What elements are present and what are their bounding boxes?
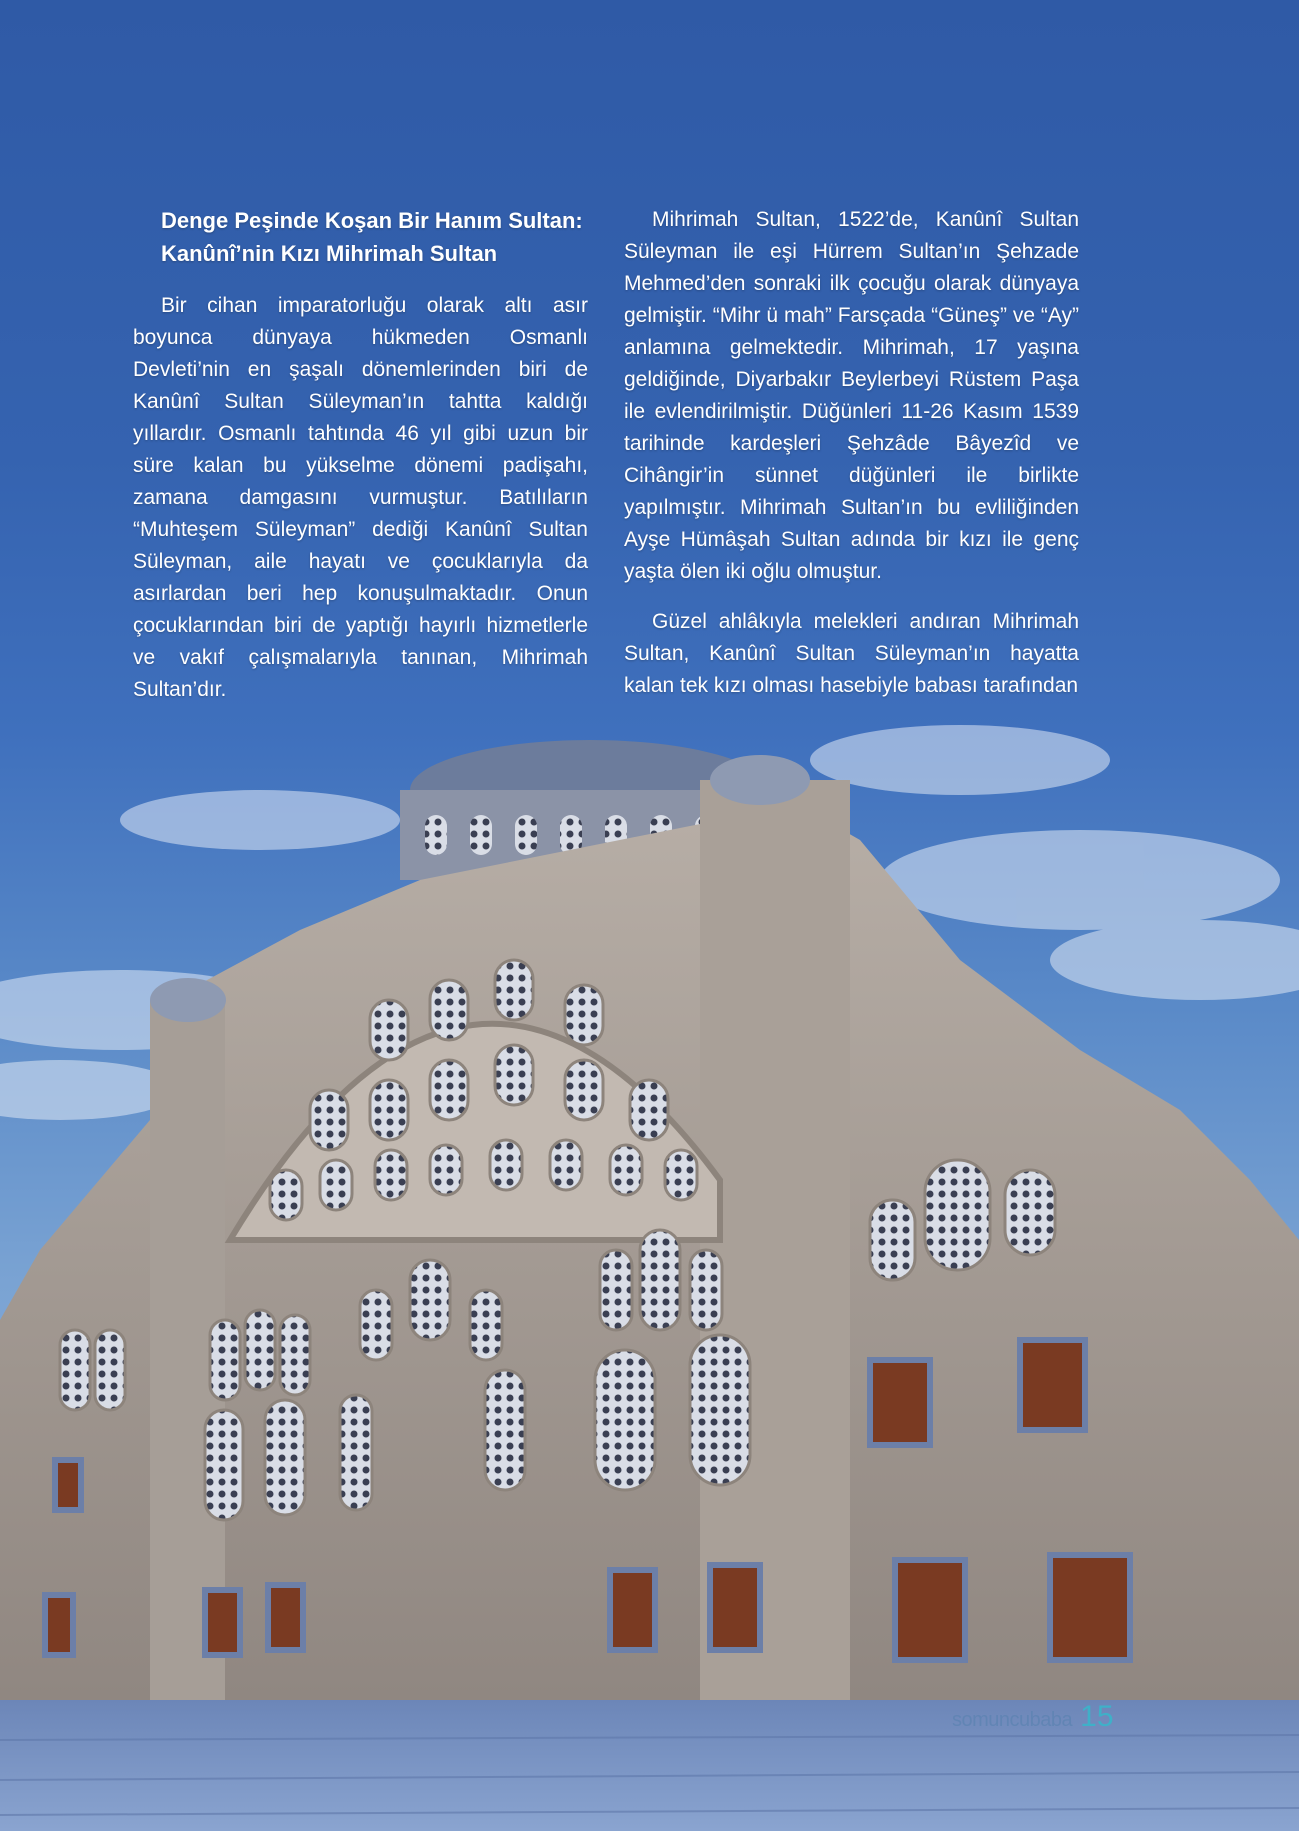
left-paragraph: Bir cihan imparatorluğu olarak altı asır boyunca dünyaya hükmeden Osmanlı Devleti’nin en şaşalı dönemlerinden biri de Kanûnî Sultan Süleyman’ın tahtta kaldığı yıllardır. Osmanlı tahtında 46 yıl gibi uzun bir süre kalan bu yükselme dönemi padişahı, zamana damgasını vurmuştur. Batılıların “Muhteşem Süleyman” dediği Kanûnî Sultan Süleyman, aile hayatı ve çocuklarıyla da asırlardan beri hep konuşulmaktadır. Onun çocuklarından biri de yaptığı hayırlı hizmetlerle ve vakıf çalışmalarıyla tanınan, Mihrimah Sultan’dır. (133, 294, 588, 701)
heading-line-1: Denge Peşinde Koşan Bir Hanım Sultan: (161, 208, 583, 233)
right-paragraph-1: Mihrimah Sultan, 1522’de, Kanûnî Sultan Süleyman ile eşi Hürrem Sultan’ın Şehzade Mehmed’den sonraki ilk çocuğu olarak dünyaya gelmiştir. “Mihr ü mah” Farsçada “Güneş” ve “Ay” anlamına gelmektedir. Mihrimah, 17 yaşına geldiğinde, Diyarbakır Beylerbeyi Rüstem Paşa ile evlendirilmiştir. Düğünleri 11-26 Kasım 1539 tarihinde kardeşleri Şehzâde Bâyezîd ve Cihângir’in sünnet düğünleri ile birlikte yapılmıştır. Mihrimah Sultan’ın bu evliliğinden Ayşe Hümâşah Sultan adında bir kızı ile genç yaşta ölen iki oğlu olmuştur. (624, 208, 1079, 583)
page-number: 15 (1080, 1700, 1114, 1733)
heading-line-2: Kanûnî’nin Kızı Mihrimah Sultan (161, 241, 498, 266)
right-column (624, 204, 1079, 702)
page-footer (952, 1700, 1114, 1734)
magazine-name: somuncubaba (952, 1709, 1073, 1731)
right-paragraph-2: Güzel ahlâkıyla melekleri andıran Mihrimah Sultan, Kanûnî Sultan Süleyman’ın hayatta kalan tek kızı olması hasebiyle babası tarafından (624, 610, 1079, 697)
left-column (133, 204, 588, 706)
article-heading (161, 204, 588, 270)
